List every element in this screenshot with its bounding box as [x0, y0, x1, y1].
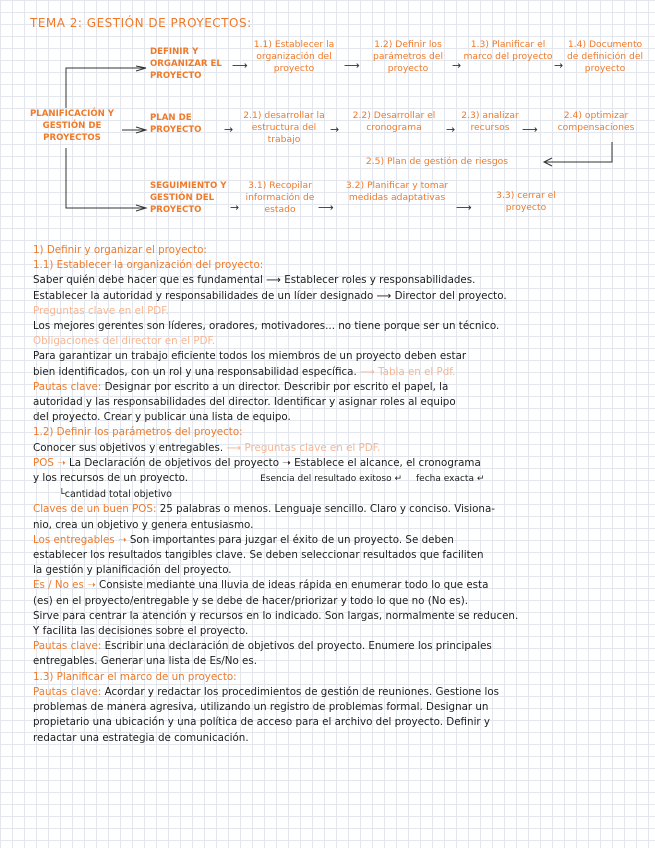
faded-note: ⟶ Preguntas clave en el PDF. [226, 441, 381, 454]
paragraph: entregables. Generar una lista de Es/No es. [33, 655, 258, 668]
paragraph [33, 380, 643, 395]
arrow-icon: → [554, 59, 564, 72]
paragraph [33, 441, 643, 456]
paragraph: Saber quién debe hacer que es fundamental ⟶ Establecer roles y responsabilidades. [33, 274, 476, 287]
paragraph-text: Consiste mediante una lluvia de ideas rápida en enumerar todo lo que esta [99, 579, 489, 592]
phase-define-organize: DEFINIR Y ORGANIZAR EL PROYECTO [150, 47, 222, 81]
paragraph: Sirve para centrar la atención y recursos en lo indicado. Son largas, normalmente se reducen. [33, 609, 519, 622]
page-title: TEMA 2: GESTIÓN DE PROYECTOS: [30, 16, 252, 30]
arrow-icon: ⟶ [456, 201, 472, 214]
arrow-icon: → [452, 59, 462, 72]
key-label: Claves de un buen POS: [33, 503, 157, 516]
arrow-icon: → [230, 201, 240, 214]
paragraph [33, 578, 643, 593]
paragraph-text: 25 palabras o menos. Lenguaje sencillo. Claro y conciso. Visiona- [159, 503, 495, 516]
paragraph [33, 639, 643, 654]
faded-note: Obligaciones del director en el PDF. [33, 335, 216, 348]
paragraph [33, 533, 643, 548]
step-1-3: 1.3) Planificar el marco del proyecto [463, 39, 553, 62]
key-label: Es / No es ➝ [33, 579, 96, 592]
paragraph-text: Conocer sus objetivos y entregables. [33, 441, 224, 454]
step-2-4: 2.4) optimizar compensaciones [557, 110, 635, 133]
key-label: Pautas clave: [33, 685, 102, 698]
paragraph-text: y los recursos de un proyecto. [33, 472, 189, 485]
paragraph: Establecer la autoridad y responsabilidades de un líder designado ⟶ Director del proyecto. [33, 289, 507, 302]
step-3-2: 3.2) Planificar y tomar medidas adaptativas [345, 180, 449, 203]
step-2-2: 2.2) Desarrollar el cronograma [352, 110, 436, 133]
paragraph: Los mejores gerentes son líderes, oradores, motivadores... no tiene porque ser un técnico. [33, 320, 500, 333]
paragraph-text: Escribir una declaración de objetivos del proyecto. Enumere los principales [104, 640, 492, 653]
annotation: Esencia del resultado exitoso ↵ [260, 474, 403, 485]
paragraph: autoridad y las responsabilidades del director. Identificar y asignar roles al equipo [33, 396, 456, 409]
key-label: Pautas clave: [33, 380, 102, 393]
notes-body [33, 243, 643, 746]
arrow-icon: ⟶ [318, 201, 334, 214]
arrow-icon: ⟶ [522, 123, 538, 136]
paragraph [33, 502, 643, 517]
key-label: Los entregables ➝ [33, 533, 127, 546]
heading-1-3: 1.3) Planificar el marco de un proyecto: [33, 670, 237, 683]
step-2-5: 2.5) Plan de gestión de riesgos [365, 156, 509, 167]
arrow-icon: → [330, 123, 340, 136]
paragraph-text: bien identificados, con un rol y una responsabilidad específica. [33, 365, 357, 378]
paragraph: (es) en el proyecto/entregable y se debe de hacer/priorizar y todo lo que no (No es). [33, 594, 469, 607]
faded-note: Preguntas clave en el PDF. [33, 304, 169, 317]
heading-section-1: 1) Definir y organizar el proyecto: [33, 244, 207, 256]
key-label: Pautas clave: [33, 640, 102, 653]
step-2-1: 2.1) desarrollar la estructura del trabajo [243, 110, 325, 145]
paragraph: Para garantizar un trabajo eficiente todos los miembros de un proyecto deben estar [33, 350, 467, 363]
step-2-3: 2.3) analizar recursos [461, 110, 519, 133]
step-1-4: 1.4) Documento de definición del proyecto [566, 39, 644, 74]
phase-tracking: SEGUIMIENTO Y GESTIÓN DEL PROYECTO [150, 181, 227, 215]
annotation: └cantidad total objetivo [59, 489, 172, 501]
paragraph: establecer los resultados tangibles clave. Se deben seleccionar resultados que faciliten [33, 549, 484, 562]
root-node: PLANIFICACIÓN Y GESTIÓN DE PROYECTOS [29, 109, 115, 143]
phase-plan: PLAN DE PROYECTO [150, 113, 202, 135]
paragraph: la gestión y planificación del proyecto. [33, 564, 232, 577]
paragraph [33, 685, 643, 700]
paragraph: propietario una ubicación y una política de acceso para el archivo del proyecto. Definir y [33, 716, 491, 729]
paragraph: del proyecto. Crear y publicar una lista de equipo. [33, 411, 291, 424]
arrow-icon: ⟶ [232, 59, 248, 72]
paragraph: Y facilita las decisiones sobre el proyecto. [33, 625, 249, 638]
heading-1-2: 1.2) Definir los parámetros del proyecto: [33, 426, 243, 439]
key-label: POS ➝ [33, 456, 66, 469]
faded-note: ⟶ Tabla en el Pdf. [360, 365, 456, 378]
paragraph-text: Son importantes para juzgar el éxito de un proyecto. Se deben [129, 533, 454, 546]
annotation: fecha exacta ↵ [416, 474, 485, 485]
arrow-icon: → [446, 123, 456, 136]
step-3-1: 3.1) Recopilar información de estado [245, 180, 315, 215]
arrow-icon: ⟶ [344, 59, 360, 72]
paragraph: redactar una estrategia de comunicación. [33, 731, 249, 744]
paragraph: nio, crea un objetivo y genera entusiasmo. [33, 518, 254, 531]
arrow-icon: → [224, 123, 234, 136]
paragraph [33, 365, 643, 380]
step-1-1: 1.1) Establecer la organización del proyecto [253, 39, 335, 74]
paragraph-text: Acordar y redactar los procedimientos de gestión de reuniones. Gestione los [104, 685, 500, 698]
step-3-3: 3.3) cerrar el proyecto [496, 190, 556, 213]
paragraph-text: La Declaración de objetivos del proyecto ➝ Establece el alcance, el cronograma [69, 456, 481, 469]
paragraph [33, 471, 643, 487]
heading-1-1: 1.1) Establecer la organización del proyecto: [33, 259, 264, 272]
paragraph-text: Designar por escrito a un director. Describir por escrito el papel, la [104, 380, 449, 393]
step-1-2: 1.2) Definir los parámetros del proyecto [372, 39, 443, 74]
paragraph [33, 456, 643, 471]
paragraph: problemas de manera agresiva, utilizando un registro de problemas formal. Designar un [33, 701, 489, 714]
